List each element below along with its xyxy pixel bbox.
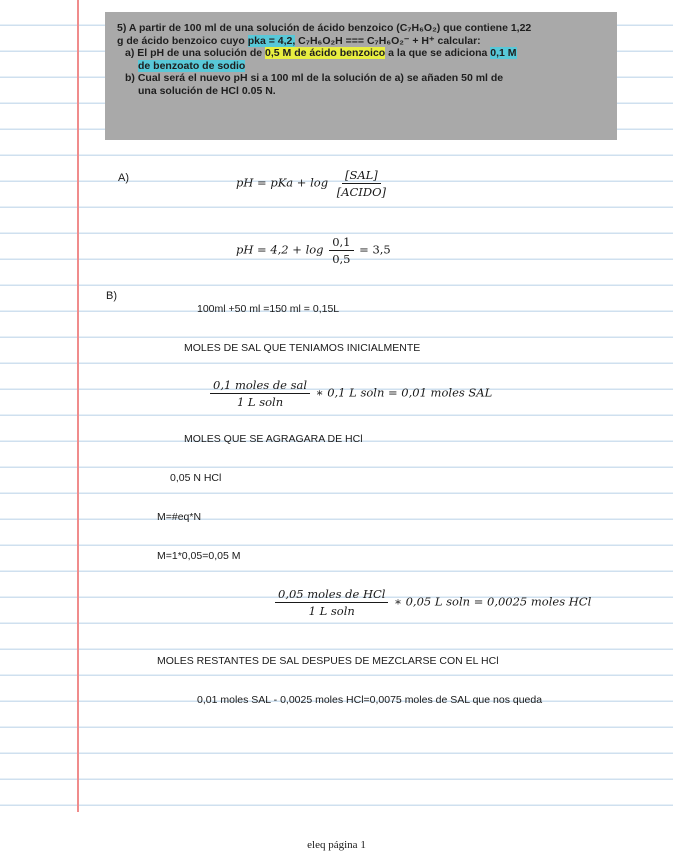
problem-text: C₇H₆O₂H === C₇H₆O₂⁻ + H⁺ calcular: xyxy=(295,34,481,47)
equation-lhs: pH = 4,2 + log xyxy=(236,242,324,257)
fraction-denominator: [ACIDO] xyxy=(336,185,386,199)
moles-sal-heading: MOLES DE SAL QUE TENIAMOS INICIALMENTE xyxy=(184,342,421,354)
equation-rhs: = 3,5 xyxy=(359,242,391,257)
fraction-denominator: 1 L soln xyxy=(236,395,284,409)
problem-text: a) El pH de una solución de xyxy=(125,47,266,59)
equation-moles-hcl xyxy=(273,587,591,618)
problem-text: g de ácido benzoico cuyo xyxy=(117,34,248,47)
problem-line xyxy=(117,35,587,48)
equation-henderson xyxy=(236,168,391,199)
volume-line: 100ml +50 ml =150 ml = 0,15L xyxy=(197,303,340,315)
problem-line: 5) A partir de 100 ml de una solución de ácido benzoico (C₇H₆O₂) que contiene 1,22 xyxy=(117,22,532,34)
highlight-cyan: 0,1 M xyxy=(490,47,517,59)
hcl-concentration: 0,05 N HCl xyxy=(170,472,222,484)
highlight-yellow: 0,5 M de ácido benzoico xyxy=(265,47,386,59)
problem-line: una solución de HCl 0.05 N. xyxy=(138,84,276,97)
fraction-numerator: 0,1 moles de sal xyxy=(210,378,310,394)
fraction xyxy=(275,587,388,618)
fraction-numerator: 0,1 xyxy=(329,235,353,251)
section-a-label: A) xyxy=(118,172,129,184)
problem-line xyxy=(117,47,587,60)
notebook-margin-line xyxy=(77,0,79,812)
equation-rhs: ∗ 0,1 L soln = 0,01 moles SAL xyxy=(315,385,493,400)
molarity-formula: M=#eq*N xyxy=(157,511,202,523)
problem-text: a la que se adiciona xyxy=(385,47,491,59)
problem-line: b) Cual será el nuevo pH si a 100 ml de la solución de a) se añaden 50 ml de xyxy=(125,72,504,84)
remaining-heading: MOLES RESTANTES DE SAL DESPUES DE MEZCLARSE CON EL HCl xyxy=(157,655,499,667)
equation-rhs: ∗ 0,05 L soln = 0,0025 moles HCl xyxy=(394,594,592,609)
equation-moles-sal xyxy=(208,378,492,409)
fraction-denominator: 0,5 xyxy=(332,252,351,266)
highlight-cyan: pka = 4,2, xyxy=(247,34,296,47)
remaining-calc: 0,01 moles SAL - 0,0025 moles HCl=0,0075 moles de SAL que nos queda xyxy=(197,694,543,706)
equation-lhs: pH = pKa + log xyxy=(236,175,329,190)
section-b-label: B) xyxy=(106,290,117,302)
problem-line xyxy=(117,60,587,73)
fraction-denominator: 1 L soln xyxy=(308,604,355,618)
highlight-cyan: de benzoato de sodio xyxy=(138,59,246,72)
fraction xyxy=(334,168,389,199)
fraction-numerator: 0,05 moles de HCl xyxy=(275,587,388,603)
molarity-calc: M=1*0,05=0,05 M xyxy=(157,550,241,562)
fraction-numerator: [SAL] xyxy=(342,168,381,184)
page-footer: eleq página 1 xyxy=(307,839,366,851)
fraction xyxy=(329,235,353,266)
equation-ph-result xyxy=(236,235,391,266)
problem-statement-image xyxy=(105,12,617,140)
moles-hcl-heading: MOLES QUE SE AGRAGARA DE HCl xyxy=(184,433,363,445)
fraction xyxy=(210,378,310,409)
